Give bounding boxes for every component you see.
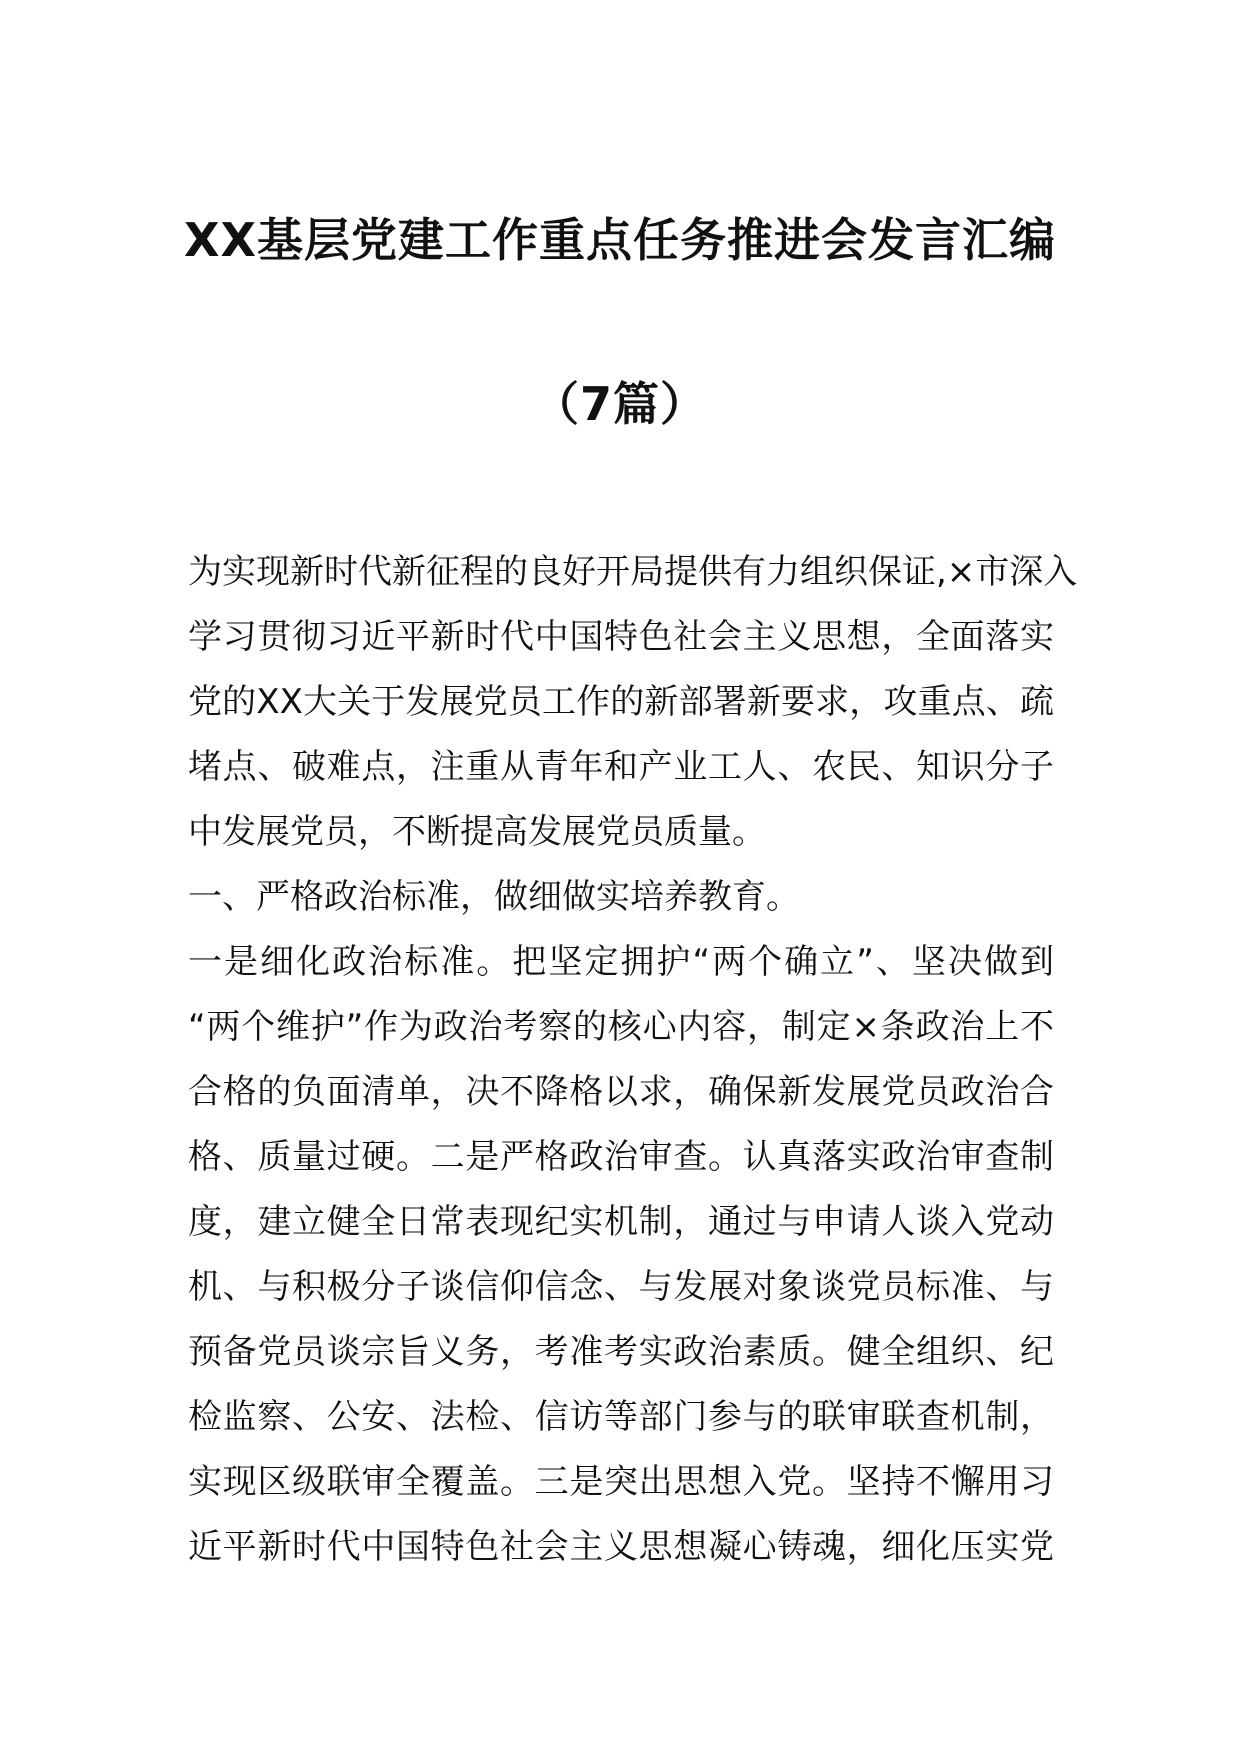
body-line: 学习贯彻习近平新时代中国特色社会主义思想，全面落实	[188, 617, 1054, 657]
body-line: 检监察、公安、法检、信访等部门参与的联审联查机制，	[188, 1397, 1054, 1437]
section-heading: 一、严格政治标准，做细做实培养教育。	[188, 877, 800, 917]
body-line: 近平新时代中国特色社会主义思想凝心铸魂，细化压实党	[188, 1527, 1054, 1567]
body-line: 度，建立健全日常表现纪实机制，通过与申请人谈入党动	[188, 1202, 1054, 1242]
body-line: 实现区级联审全覆盖。三是突出思想入党。坚持不懈用习	[188, 1462, 1054, 1502]
body-line: “两个维护”作为政治考察的核心内容，制定×条政治上不	[188, 1007, 1054, 1047]
body-line: 合格的负面清单，决不降格以求，确保新发展党员政治合	[188, 1072, 1054, 1112]
body-line: 一是细化政治标准。把坚定拥护“两个确立”、坚决做到	[188, 942, 1054, 982]
document-subtitle: （7篇）	[532, 377, 707, 431]
body-line: 堵点、破难点，注重从青年和产业工人、农民、知识分子	[188, 747, 1054, 787]
body-line: 格、质量过硬。二是严格政治审查。认真落实政治审查制	[188, 1137, 1054, 1177]
body-line: 党的XX大关于发展党员工作的新部署新要求，攻重点、疏	[188, 682, 1054, 722]
document-title: XX基层党建工作重点任务推进会发言汇编	[184, 213, 1056, 267]
document-body	[188, 540, 1078, 1580]
body-line: 机、与积极分子谈信仰信念、与发展对象谈党员标准、与	[188, 1267, 1054, 1307]
body-line: 中发展党员，不断提高发展党员质量。	[188, 812, 766, 852]
body-line: 预备党员谈宗旨义务，考准考实政治素质。健全组织、纪	[188, 1332, 1054, 1372]
body-line: 为实现新时代新征程的良好开局提供有力组织保证,×市深入	[188, 552, 1078, 592]
